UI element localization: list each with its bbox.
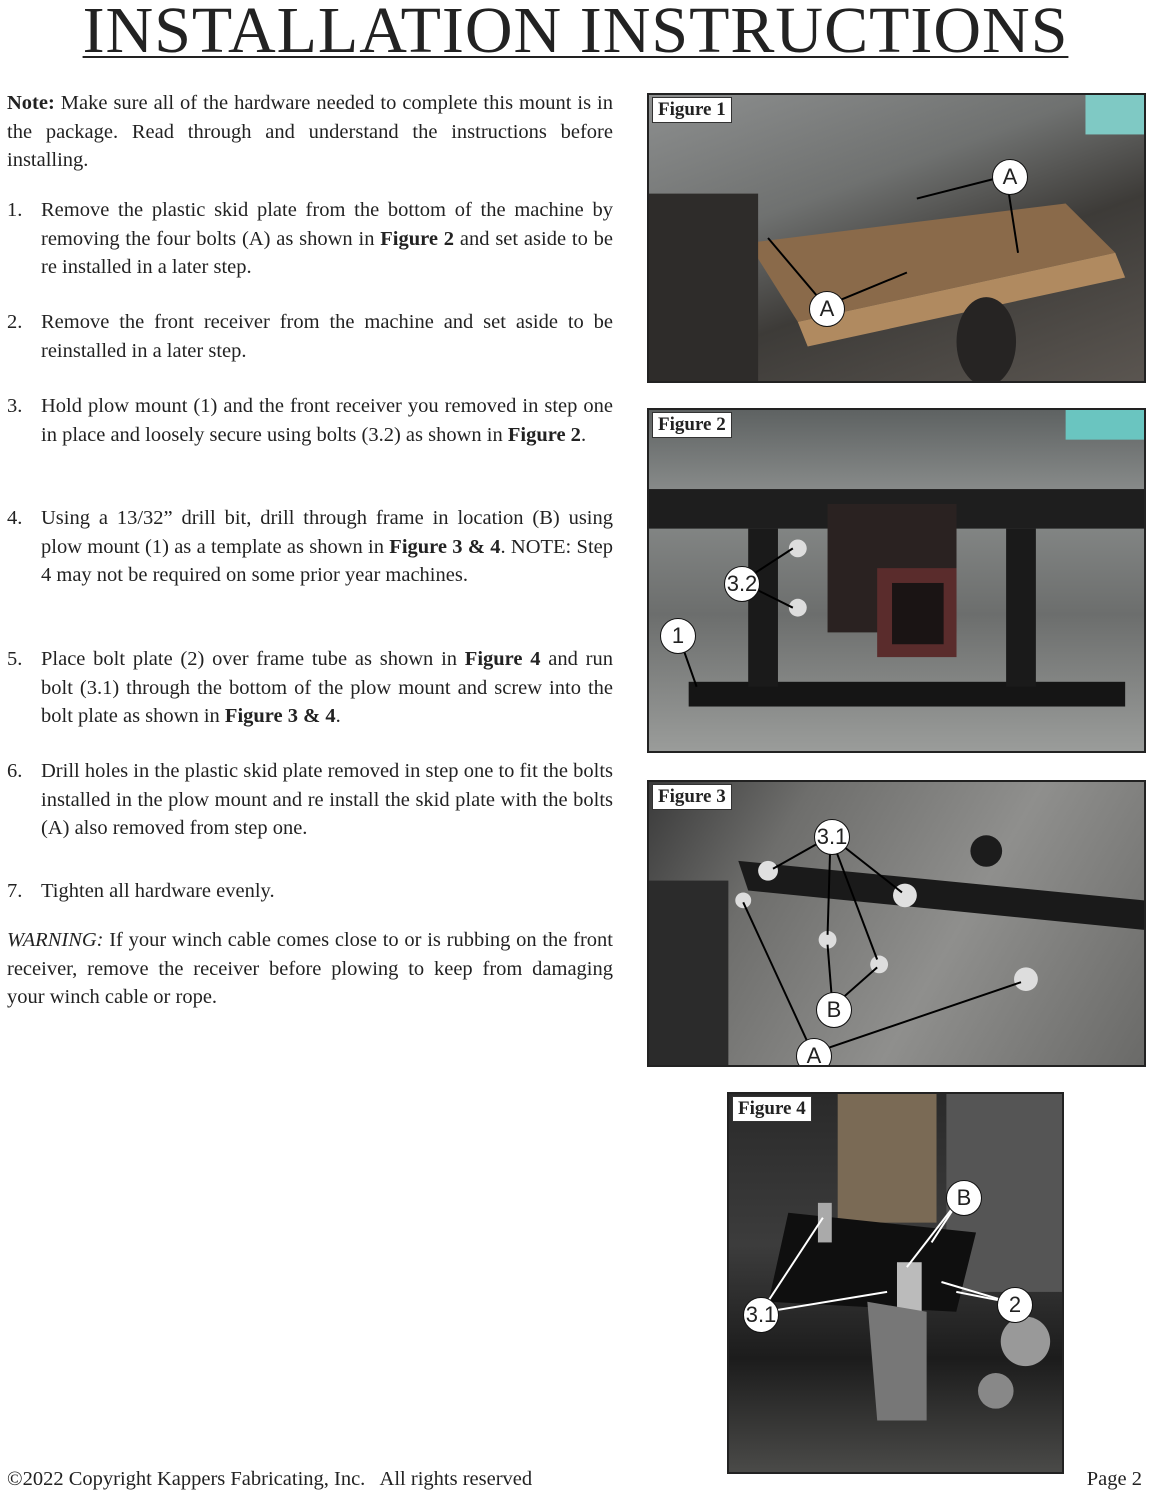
step-number: 5. [7,648,23,670]
step-number: 1. [7,199,23,221]
figure-4-label: Figure 4 [732,1096,812,1122]
callout-2: 2 [997,1287,1033,1323]
figure-4-photo [729,1094,1062,1472]
step-number: 3. [7,395,23,417]
step-text [41,877,613,906]
callout-3-1: 3.1 [743,1297,779,1333]
callout-b: B [816,992,852,1028]
callout-b: B [946,1180,982,1216]
callout-a: A [796,1038,832,1067]
step-text-segment: Using a 13/32” drill bit, drill through frame in location (B) using plow mount (1) as a template as shown in [41,507,613,558]
page-number: Page 2 [1086,1468,1142,1490]
step-text [41,504,613,590]
step-text-segment: Remove the front receiver from the machine and set aside to be reinstalled in a later step. [41,311,613,362]
figure-1 [647,93,1146,383]
figure-4 [727,1092,1064,1474]
step-text-segment: Remove the plastic skid plate from the bottom of the machine by removing the four bolts (A) as shown in [41,199,613,250]
figure-reference: Figure 2 [380,227,455,250]
step-number: 7. [7,880,23,902]
figure-reference: Figure 2 [507,423,581,446]
figure-1-photo [649,95,1144,381]
figure-reference: Figure 4 [464,648,541,670]
step-number: 2. [7,311,23,333]
figure-1-label: Figure 1 [652,97,732,123]
callout-3-1: 3.1 [814,819,850,855]
step-text-segment: Drill holes in the plastic skid plate removed in step one to fit the bolts installed in the plow mount and re install the skid plate with the bolts (A) also removed from step one. [41,760,613,839]
callout-a: A [809,291,845,327]
step-text-segment: Hold plow mount (1) and the front receiver you removed in step one in place and loosely secure using bolts (3.2) as shown in [41,395,613,446]
warning-paragraph [7,926,613,1012]
step-text-segment: . [580,423,587,446]
figure-3-label: Figure 3 [652,784,732,810]
step-text [41,757,613,843]
note-paragraph [7,89,613,175]
figure-2-label: Figure 2 [652,412,732,438]
step-number: 4. [7,507,23,529]
step-text-segment: . NOTE: Step 4 may not be required on some prior year machines. [41,535,613,586]
callout-a: A [992,159,1028,195]
step-item [7,196,613,282]
step-number: 6. [7,760,23,782]
step-text-segment: and set aside to be re installed in a later step. [41,227,613,278]
copyright-footer: ©2022 Copyright Kappers Fabricating, Inc. All rights reserved [7,1468,533,1490]
figure-3 [647,780,1146,1067]
step-item [7,757,613,843]
step-item [7,392,613,449]
step-text [41,645,613,731]
step-text-segment: . [335,705,341,727]
step-item [7,308,613,365]
figure-reference: Figure 3 & 4 [389,535,501,558]
callout-1: 1 [660,618,696,654]
step-text [41,196,613,282]
step-text [41,392,613,449]
warning-label: WARNING: [7,929,104,951]
step-text [41,308,613,365]
step-text-segment: and run bolt (3.1) through the bottom of the plow mount and screw into the bolt plate as shown in [41,648,613,727]
step-item [7,877,613,906]
callout-3-2: 3.2 [724,566,760,602]
figure-reference: Figure 3 & 4 [224,705,336,727]
step-item [7,645,613,731]
page-title [0,0,1151,66]
title-text: INSTALLATION INSTRUCTIONS [82,0,1069,67]
figure-3-photo [649,782,1144,1065]
figure-2 [647,408,1146,753]
warning-text: If your winch cable comes close to or is rubbing on the front receiver, remove the receiver before plowing to keep from damaging your winch cable or rope. [7,929,613,1008]
note-label: Note: [7,92,55,114]
step-text-segment: Place bolt plate (2) over frame tube as shown in [41,648,465,670]
note-text: Make sure all of the hardware needed to complete this mount is in the package. Read through and understand the instructions before installing. [7,92,613,171]
step-item [7,504,613,590]
step-text-segment: Tighten all hardware evenly. [41,880,275,902]
